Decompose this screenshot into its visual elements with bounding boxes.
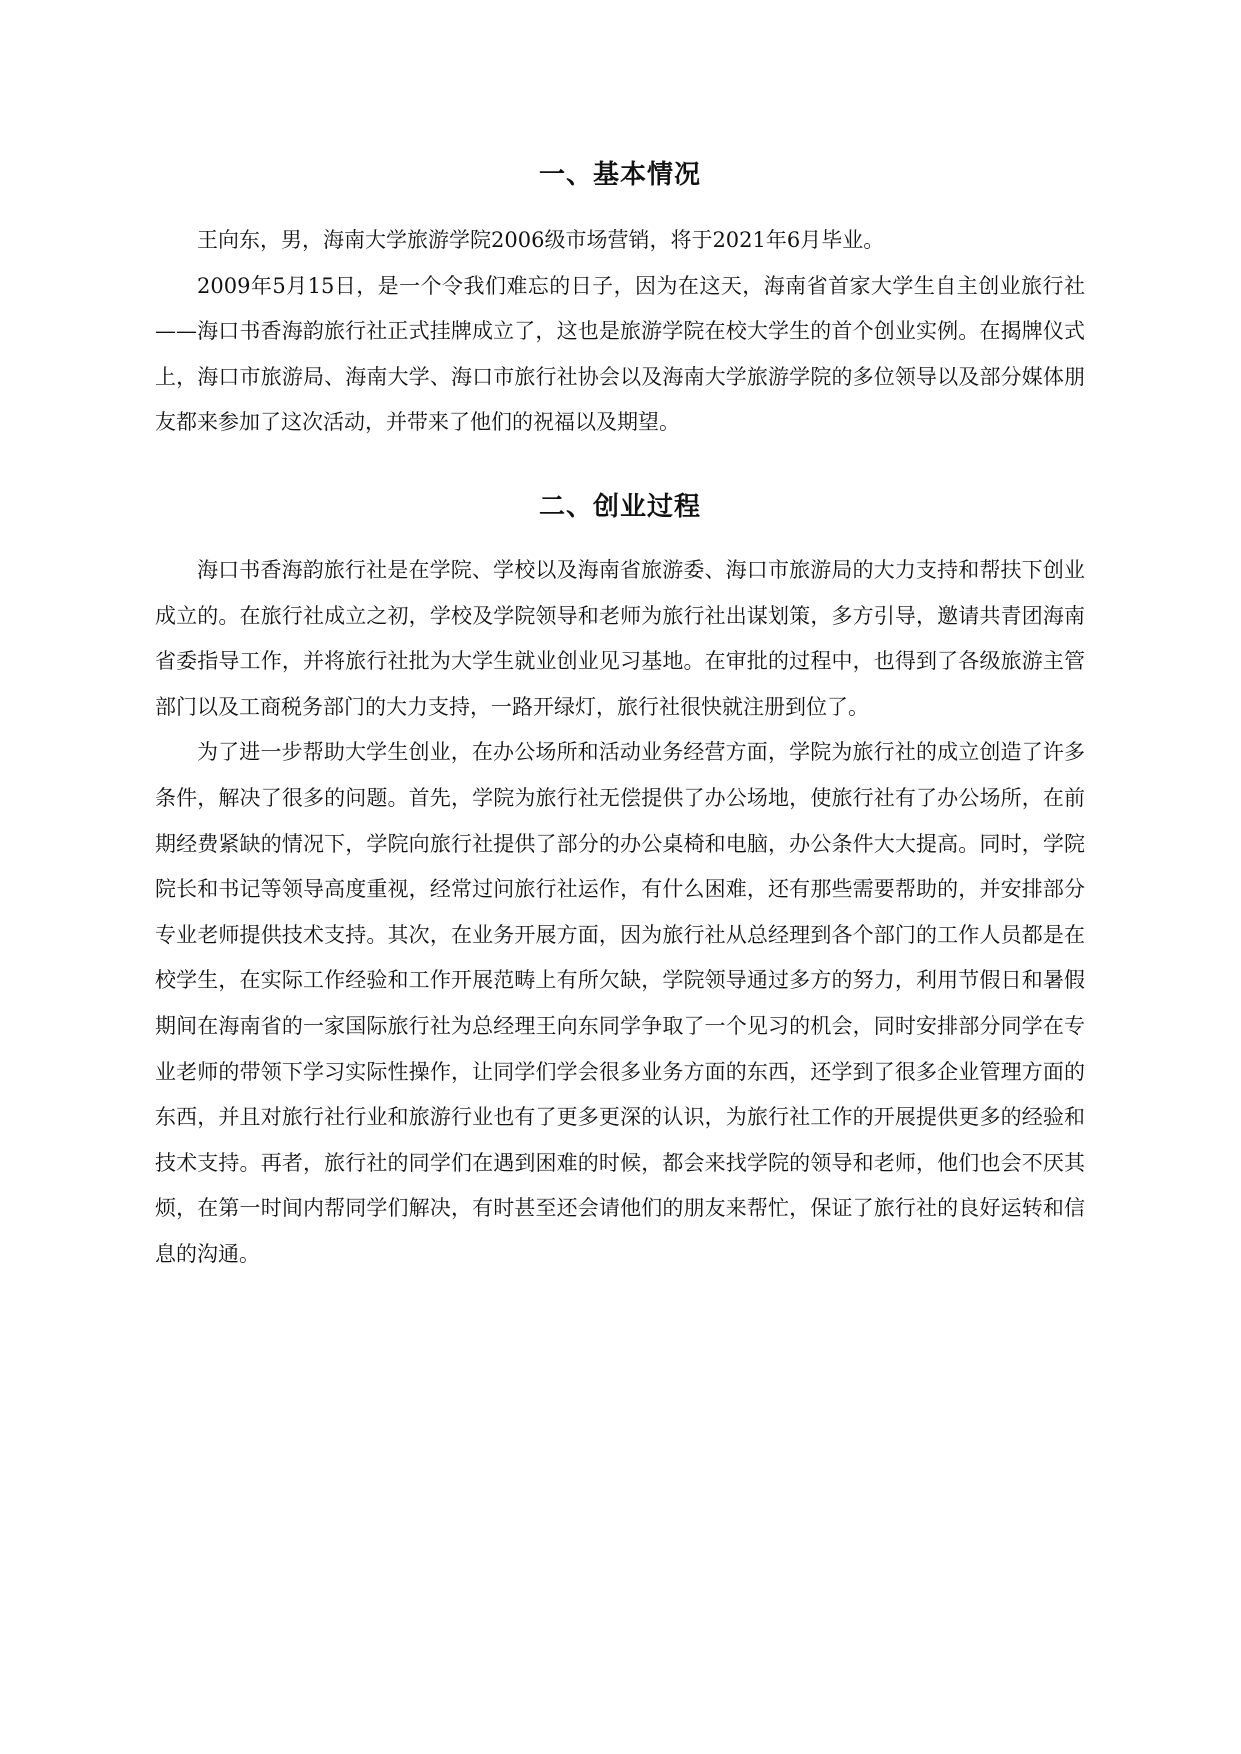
section-basic-info — [155, 158, 1085, 446]
paragraph: 海口书香海韵旅行社是在学院、学校以及海南省旅游委、海口市旅游局的大力支持和帮扶下创业成立的。在旅行社成立之初，学校及学院领导和老师为旅行社出谋划策，多方引导，邀请共青团海南省委指导工作，并将旅行社批为大学生就业创业见习基地。在审批的过程中，也得到了各级旅游主管部门以及工商税务部门的大力支持，一路开绿灯，旅行社很快就注册到位了。 — [155, 557, 1085, 719]
paragraph: 王向东，男，海南大学旅游学院2006级市场营销，将于2021年6月毕业。 — [197, 228, 885, 252]
paragraph: 2009年5月15日，是一个令我们难忘的日子，因为在这天，海南省首家大学生自主创业旅行社——海口书香海韵旅行社正式挂牌成立了，这也是旅游学院在校大学生的首个创业实例。在揭牌仪式上，海口市旅游局、海南大学、海口市旅行社协会以及海南大学旅游学院的多位领导以及部分媒体朋友都来参加了这次活动，并带来了他们的祝福以及期望。 — [155, 273, 1085, 435]
section-title: 一、基本情况 — [538, 160, 701, 190]
paragraph: 为了进一步帮助大学生创业，在办公场所和活动业务经营方面，学院为旅行社的成立创造了许多条件，解决了很多的问题。首先，学院为旅行社无偿提供了办公场地，使旅行社有了办公场所，在前期经费紧缺的情况下，学院向旅行社提供了部分的办公桌椅和电脑，办公条件大大提高。同时，学院院长和书记等领导高度重视，经常过问旅行社运作，有什么困难，还有那些需要帮助的，并安排部分专业老师提供技术支持。其次，在业务开展方面，因为旅行社从总经理到各个部门的工作人员都是在校学生，在实际工作经验和工作开展范畴上有所欠缺，学院领导通过多方的努力，利用节假日和暑假期间在海南省的一家国际旅行社为总经理王向东同学争取了一个见习的机会，同时安排部分同学在专业老师的带领下学习实际性操作，让同学们学会很多业务方面的东西，还学到了很多企业管理方面的东西，并且对旅行社行业和旅游行业也有了更多更深的认识，为旅行社工作的开展提供更多的经验和技术支持。再者，旅行社的同学们在遇到困难的时候，都会来找学院的领导和老师，他们也会不厌其烦，在第一时间内帮同学们解决，有时甚至还会请他们的朋友来帮忙，保证了旅行社的良好运转和信息的沟通。 — [155, 740, 1085, 1266]
document-body — [155, 158, 1085, 1277]
section-startup-process — [155, 490, 1085, 1278]
section-title: 二、创业过程 — [538, 491, 701, 522]
